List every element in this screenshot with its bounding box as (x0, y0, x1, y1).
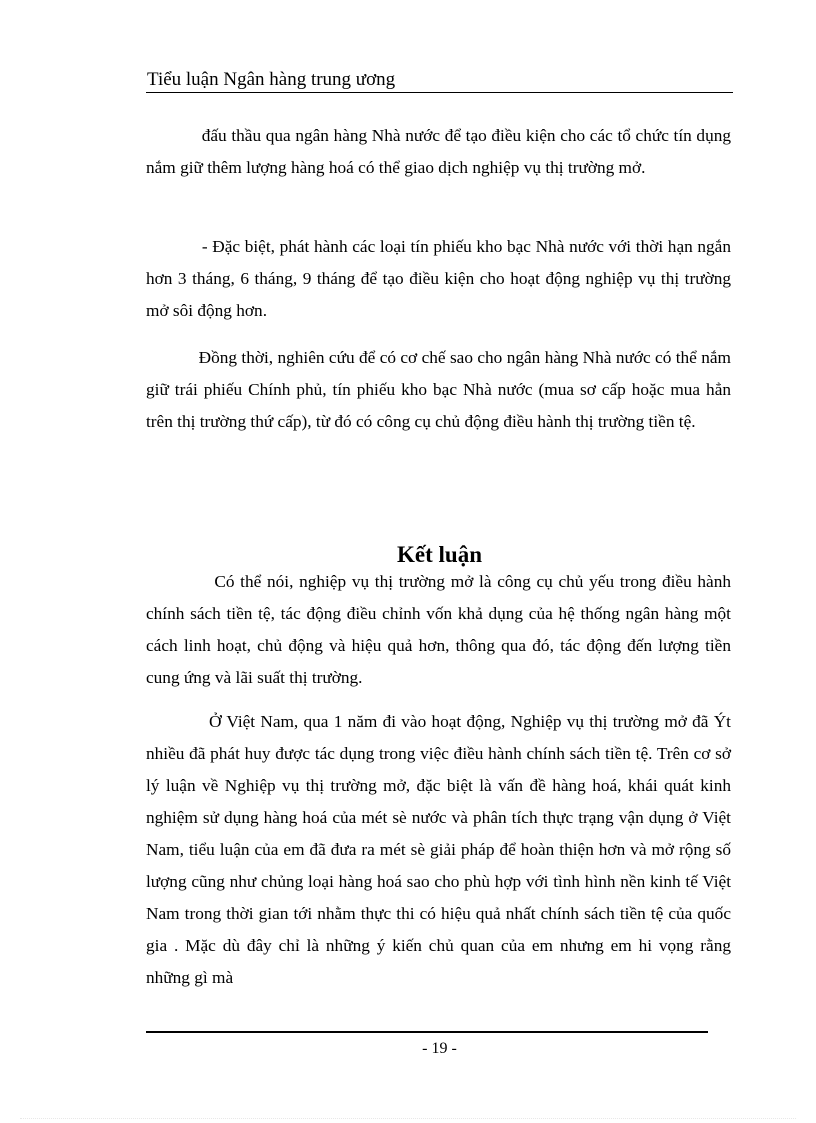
paragraph: Đồng thời, nghiên cứu để có cơ chế sao cho ngân hàng Nhà nước có thể nắm giữ trái phiếu Chính phủ, tín phiếu kho bạc Nhà nước (mua sơ cấp hoặc mua hẳn trên thị trường thứ cấp), từ đó có công cụ chủ động điều hành thị trường tiền tệ. (146, 348, 731, 431)
paragraph: - Đặc biệt, phát hành các loại tín phiếu kho bạc Nhà nước với thời hạn ngắn hơn 3 tháng, 6 tháng, 9 tháng để tạo điều kiện cho hoạt động nghiệp vụ thị trường mở sôi động hơn. (146, 237, 731, 320)
paragraph: Có thể nói, nghiệp vụ thị trường mở là công cụ chủ yếu trong điều hành chính sách tiền tệ, tác động điều chỉnh vốn khả dụng của hệ thống ngân hàng một cách linh hoạt, chủ động và hiệu quả hơn, thông qua đó, tác động đến lượng tiền cung ứng và lãi suất thị trường. (146, 572, 731, 687)
paragraph: Ở Việt Nam, qua 1 năm đi vào hoạt động, Nghiệp vụ thị trường mở đã Ýt nhiều đã phát huy được tác dụng trong việc điều hành chính sách tiền tệ. Trên cơ sở lý luận về Nghiệp vụ thị trường mở, đặc biệt là vấn đề hàng hoá, khái quát kinh nghiệm sử dụng hàng hoá của mét sè nước và phân tích thực trạng vận dụng ở Việt Nam, tiểu luận của em đã đưa ra mét sè giải pháp để hoàn thiện hơn và mở rộng số lượng cũng như chủng loại hàng hoá sao cho phù hợp với tình hình nền kinh tế Việt Nam trong thời gian tới nhằm thực thi có hiệu quả nhất chính sách tiền tệ của quốc gia . Mặc dù đây chỉ là những ý kiến chủ quan của em nhưng em hi vọng rằng những gì mà (146, 712, 731, 987)
page-edge (20, 1118, 796, 1119)
footer-divider (146, 1031, 708, 1033)
page-header-title: Tiểu luận Ngân hàng trung ương (147, 69, 396, 90)
paragraph: đấu thầu qua ngân hàng Nhà nước để tạo điều kiện cho các tổ chức tín dụng nắm giữ thêm lượng hàng hoá có thể giao dịch nghiệp vụ thị trường mở. (146, 126, 731, 177)
header-divider (146, 92, 733, 93)
page-number: - 19 - (422, 1040, 457, 1057)
section-heading: Kết luận (397, 542, 482, 567)
